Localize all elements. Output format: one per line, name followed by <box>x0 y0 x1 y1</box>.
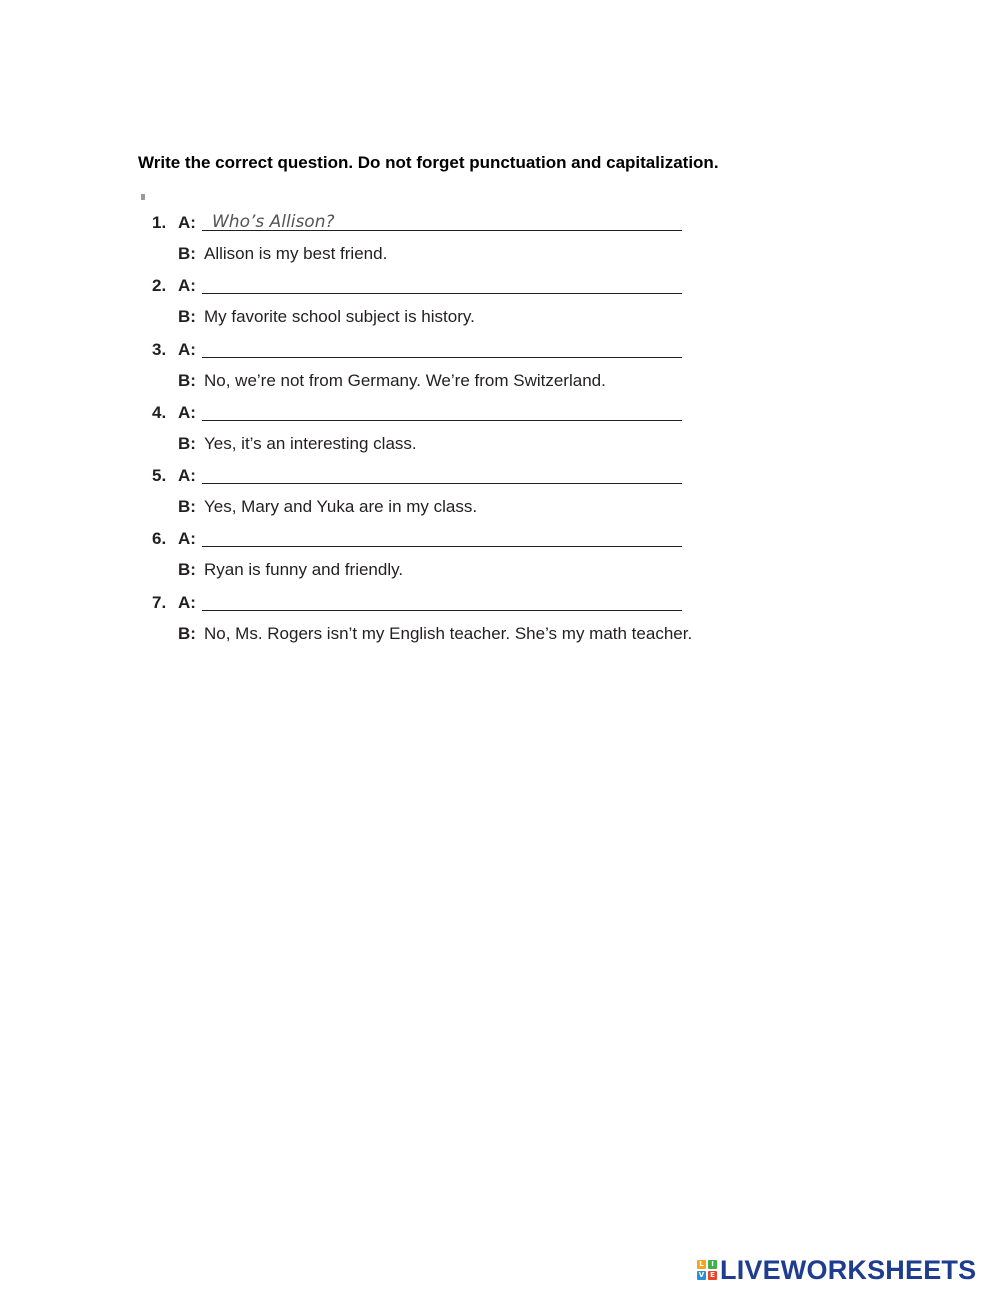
response-text: No, we’re not from Germany. We’re from Switzerland. <box>204 370 606 390</box>
item-number: 4. <box>152 402 167 422</box>
speaker-b-label: B: <box>178 370 196 390</box>
answer-text[interactable]: Who’s Allison? <box>212 212 335 232</box>
speaker-a-label: A: <box>178 592 196 612</box>
speaker-a-label: A: <box>178 529 196 549</box>
item-number: 6. <box>152 529 167 549</box>
liveworksheets-logo <box>697 1253 976 1287</box>
logo-block: V <box>698 1271 705 1279</box>
bullet-mark <box>141 194 145 200</box>
speaker-a-label: A: <box>178 276 196 296</box>
answer-blank[interactable] <box>202 610 682 611</box>
exercise-item <box>150 335 750 398</box>
response-text: My favorite school subject is history. <box>204 307 475 327</box>
speaker-b-label: B: <box>178 307 196 327</box>
logo-block: I <box>708 1260 717 1269</box>
logo-text: LIVEWORKSHEETS <box>720 1254 977 1285</box>
speaker-a-label: A: <box>178 402 196 422</box>
answer-blank[interactable] <box>202 293 682 294</box>
response-text: No, Ms. Rogers isn’t my English teacher. She’s my math teacher. <box>204 623 693 643</box>
item-number: 3. <box>152 339 167 359</box>
exercise-item <box>150 461 750 524</box>
response-text: Yes, it’s an interesting class. <box>204 433 417 453</box>
item-number: 2. <box>152 276 167 296</box>
response-row <box>150 622 750 648</box>
answer-blank[interactable] <box>202 420 682 421</box>
response-row <box>150 495 750 521</box>
speaker-b-label: B: <box>178 623 196 643</box>
exercise-item <box>150 271 750 334</box>
item-number: 5. <box>152 466 167 486</box>
speaker-b-label: B: <box>178 244 196 263</box>
response-row <box>150 242 750 268</box>
question-row <box>150 208 690 238</box>
response-row <box>150 305 750 331</box>
question-row <box>150 398 690 428</box>
response-row <box>150 369 750 395</box>
question-row <box>150 588 690 618</box>
question-row <box>150 461 690 491</box>
response-text: Ryan is funny and friendly. <box>204 560 404 580</box>
response-text: Yes, Mary and Yuka are in my class. <box>204 497 478 517</box>
answer-blank[interactable] <box>202 357 682 358</box>
response-text: Allison is my best friend. <box>204 244 388 263</box>
speaker-b-label: B: <box>178 497 196 517</box>
response-row <box>150 558 750 584</box>
exercise-item <box>150 208 750 271</box>
exercise-item <box>150 398 750 461</box>
response-row <box>150 432 750 458</box>
speaker-a-label: A: <box>178 213 196 232</box>
answer-blank[interactable] <box>202 483 682 484</box>
speaker-a-label: A: <box>178 466 196 486</box>
question-row <box>150 524 690 554</box>
logo-blocks-icon <box>697 1260 717 1280</box>
item-number: 7. <box>152 592 167 612</box>
question-row <box>150 271 690 301</box>
item-number: 1. <box>152 213 167 232</box>
speaker-b-label: B: <box>178 560 196 580</box>
logo-block: L <box>697 1260 706 1269</box>
speaker-a-label: A: <box>178 339 196 359</box>
logo-block: E <box>708 1271 717 1280</box>
speaker-b-label: B: <box>178 433 196 453</box>
answer-blank[interactable] <box>202 546 682 547</box>
instructions-heading: Write the correct question. Do not forget punctuation and capitalization. <box>138 153 719 172</box>
question-row <box>150 335 690 365</box>
exercise-item <box>150 588 750 651</box>
exercise-item <box>150 524 750 587</box>
exercise-list <box>150 208 750 651</box>
